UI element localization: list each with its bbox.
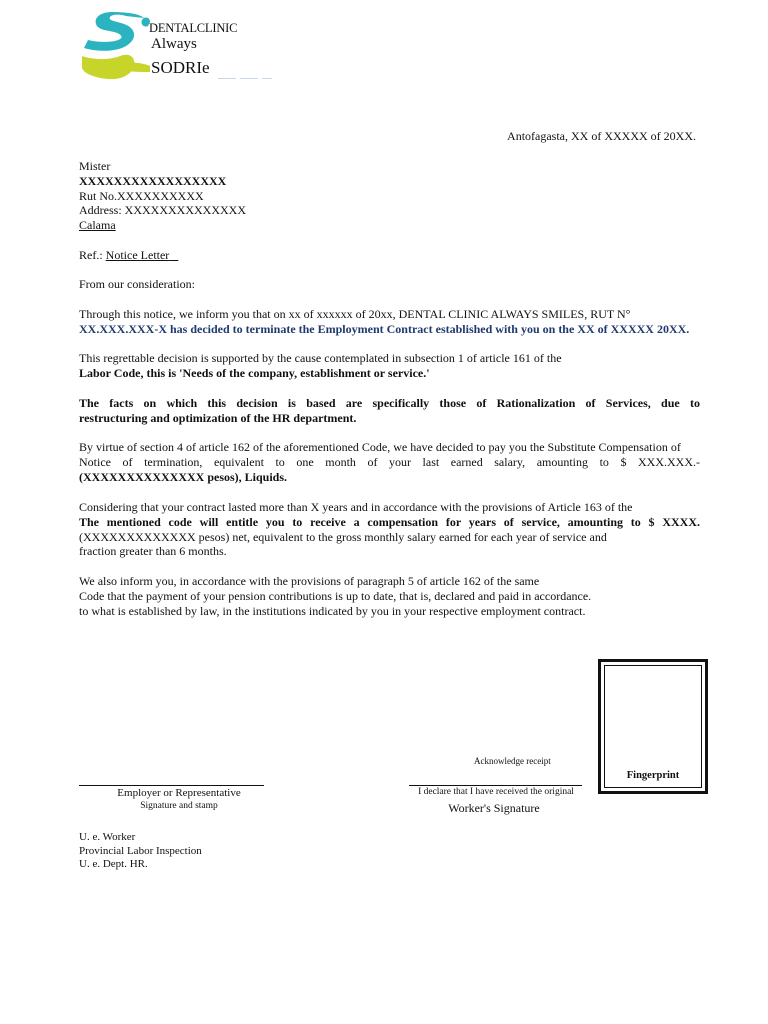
recipient-address: Address: XXXXXXXXXXXXXX bbox=[79, 203, 246, 218]
recipient-salutation: Mister bbox=[79, 159, 111, 173]
fingerprint-box bbox=[598, 659, 708, 794]
employer-signature-line bbox=[79, 785, 264, 786]
paragraph-notice bbox=[79, 307, 700, 337]
logo-dash bbox=[218, 78, 236, 79]
paragraph-line: XX.XXX.XXX-X has decided to terminate the Employment Contract established with you on the XX of XXXXX 20XX. bbox=[79, 321, 690, 336]
paragraph-line: (XXXXXXXXXXXXX pesos) net, equivalent to the gross monthly salary earned for each year of service and bbox=[79, 529, 607, 544]
employer-sublabel: Signature and stamp bbox=[140, 801, 218, 811]
paragraph-years-of-service bbox=[79, 500, 700, 559]
letter-date: Antofagasta, XX of XXXXX of 20XX. bbox=[507, 129, 696, 143]
logo-line-dentalclinic: DENTALCLINIC bbox=[149, 21, 238, 35]
paragraph-line: Code that the payment of your pension contributions is up to date, that is, declared and paid in accordance. bbox=[79, 588, 592, 603]
paragraph-substitute-compensation bbox=[79, 440, 700, 484]
paragraph-line: (XXXXXXXXXXXXXX pesos), Liquids. bbox=[79, 469, 288, 484]
greeting: From our consideration: bbox=[79, 277, 195, 291]
paragraph-facts bbox=[79, 396, 700, 426]
logo-line-always: Always bbox=[151, 36, 197, 52]
paragraph-line: to what is established by law, in the institutions indicated by you in your respective employment contract. bbox=[79, 603, 586, 618]
paragraph-line: Considering that your contract lasted more than X years and in accordance with the provisions of Article 163 of the bbox=[79, 500, 633, 514]
logo-dash bbox=[240, 78, 258, 79]
logo-line-sodrie: SODRIe bbox=[151, 58, 210, 77]
paragraph-pension bbox=[79, 574, 700, 618]
recipient-city: Calama bbox=[79, 218, 116, 233]
paragraph-line: Through this notice, we inform you that on xx of xxxxxx of 20xx, DENTAL CLINIC ALWAYS SMILES, RUT N° bbox=[79, 307, 631, 321]
acknowledge-receipt-label: Acknowledge receipt bbox=[474, 756, 551, 766]
dental-clinic-logo bbox=[78, 10, 278, 82]
worker-signature-label: Worker's Signature bbox=[448, 801, 540, 815]
paragraph-cause bbox=[79, 351, 700, 381]
paragraph-line: By virtue of section 4 of article 162 of the aforementioned Code, we have decided to pay you the Substitute Compensation of bbox=[79, 440, 681, 454]
logo-dash bbox=[262, 78, 272, 79]
smile-logo-icon bbox=[78, 10, 158, 82]
worker-signature-line bbox=[409, 785, 582, 786]
recipient-block bbox=[79, 159, 246, 233]
employer-label: Employer or Representative bbox=[117, 787, 241, 799]
copy-recipient: U. e. Worker bbox=[79, 831, 136, 843]
fingerprint-label: Fingerprint bbox=[626, 770, 680, 781]
paragraph-line: Notice of termination, equivalent to one month of your last earned salary, amounting to $ XXX.XXX.- bbox=[79, 454, 700, 469]
paragraph-line: The mentioned code will entitle you to receive a compensation for years of service, amounting to $ XXXX. bbox=[79, 514, 700, 529]
reference-value: Notice Letter bbox=[105, 248, 170, 262]
copies-list bbox=[79, 831, 202, 872]
paragraph-line: This regrettable decision is supported by the cause contemplated in subsection 1 of article 161 of the bbox=[79, 351, 562, 365]
recipient-name: XXXXXXXXXXXXXXXXX bbox=[79, 173, 227, 188]
recipient-rut: Rut No.XXXXXXXXXX bbox=[79, 188, 204, 203]
copy-recipient: Provincial Labor Inspection bbox=[79, 844, 202, 857]
copy-recipient: U. e. Dept. HR. bbox=[79, 858, 148, 870]
paragraph-line: Labor Code, this is 'Needs of the company, establishment or service.' bbox=[79, 365, 430, 380]
paragraph-line: fraction greater than 6 months. bbox=[79, 544, 227, 559]
paragraph-line: restructuring and optimization of the HR department. bbox=[79, 410, 357, 425]
reference-line bbox=[79, 248, 178, 263]
paragraph-line: We also inform you, in accordance with the provisions of paragraph 5 of article 162 of the same bbox=[79, 574, 540, 588]
receipt-declaration: I declare that I have received the original bbox=[418, 787, 574, 797]
reference-prefix: Ref.: bbox=[79, 248, 106, 262]
paragraph-line: The facts on which this decision is based are specifically those of Rationalization of Services, due to bbox=[79, 396, 700, 410]
